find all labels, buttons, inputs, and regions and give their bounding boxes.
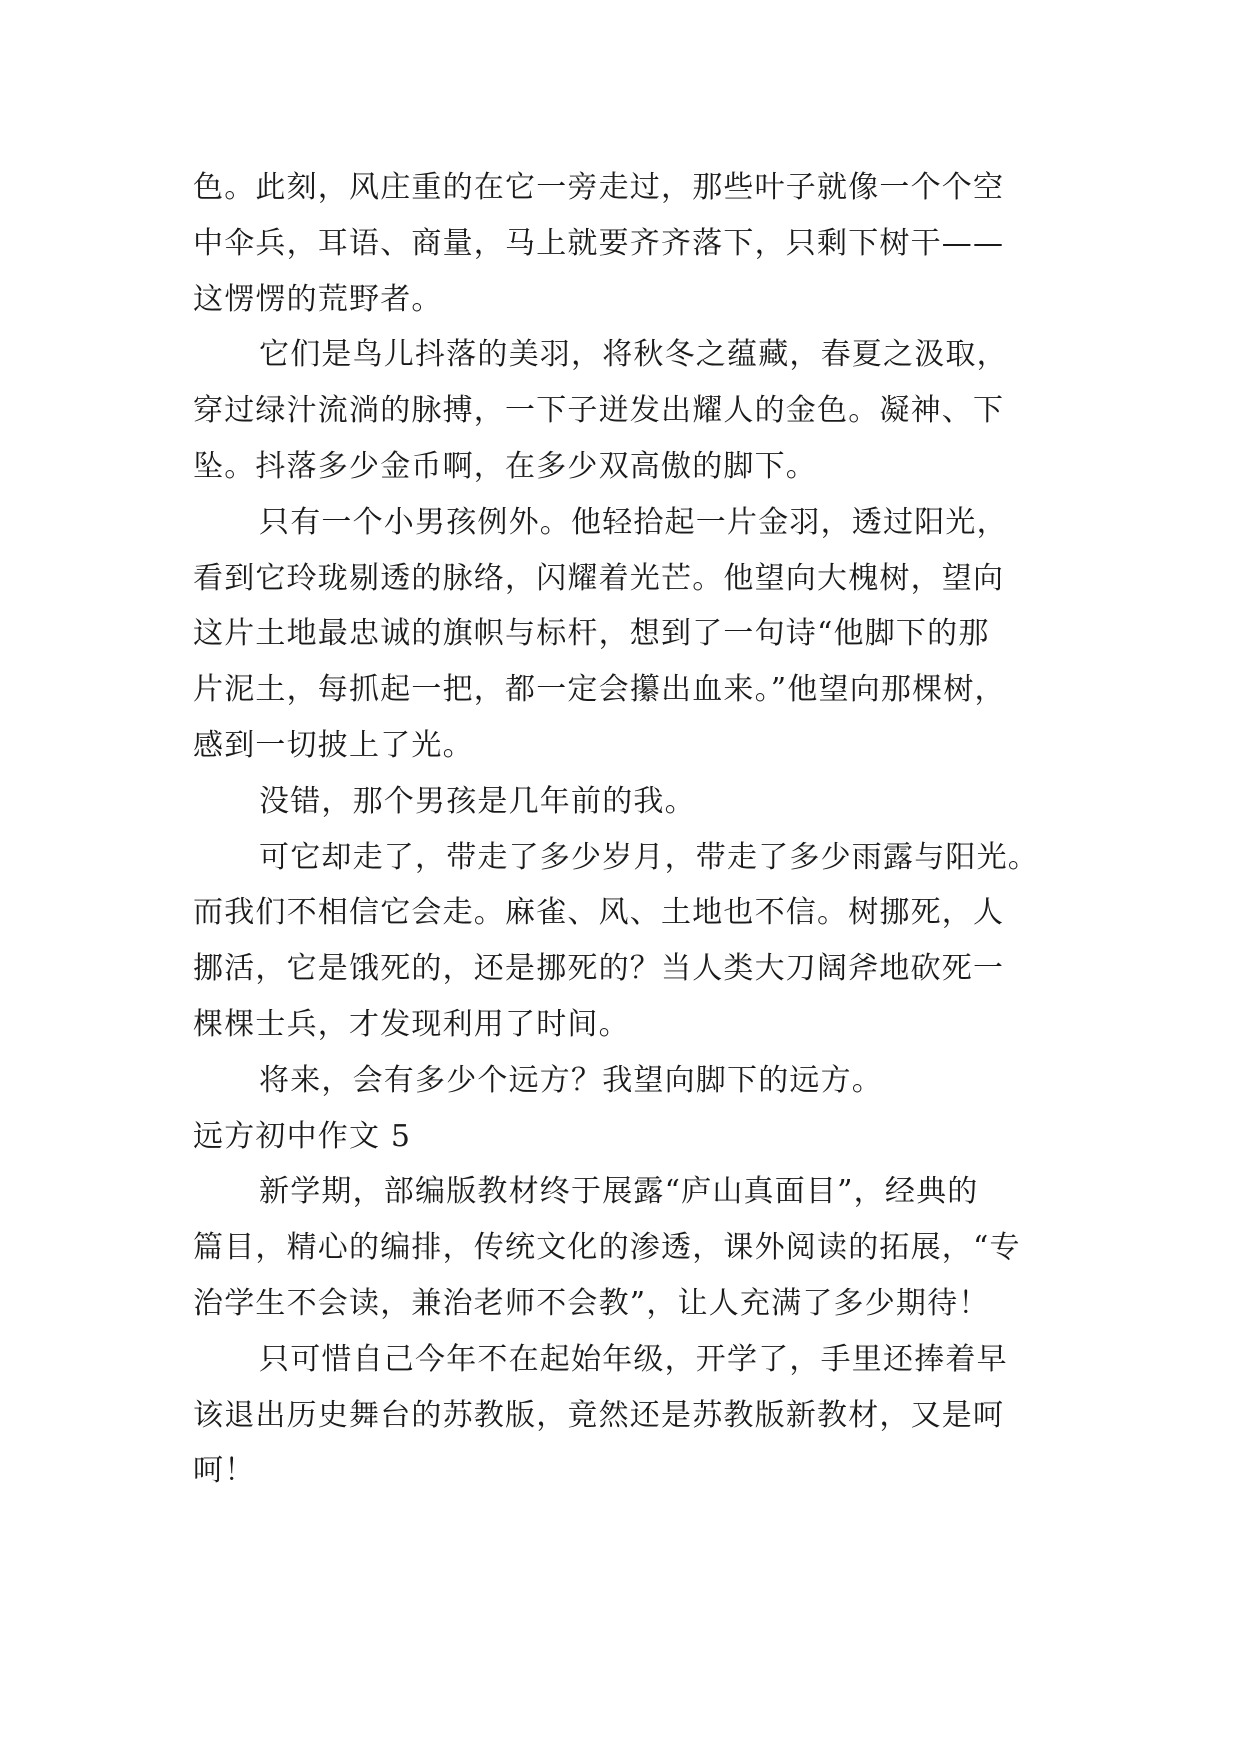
text-line: 色。此刻，风庄重的在它一旁走过，那些叶子就像一个个空: [193, 170, 1005, 205]
text-line: 将来，会有多少个远方？我望向脚下的远方。: [259, 1062, 883, 1098]
text-line: 感到一切披上了光。: [193, 727, 474, 763]
text-line: 中伞兵，耳语、商量，马上就要齐齐落下，只剩下树干——: [193, 225, 1005, 261]
text-line: 该退出历史舞台的苏教版，竟然还是苏教版新教材，又是呵: [193, 1397, 1005, 1433]
text-line: 只可惜自己今年不在起始年级，开学了，手里还捧着早: [259, 1341, 1008, 1377]
text-line: 治学生不会读，兼治老师不会教”，让人充满了多少期待！: [193, 1285, 990, 1321]
text-line: 这片土地最忠诚的旗帜与标杆，想到了一句诗“他脚下的那: [193, 616, 990, 652]
text-line: 坠。抖落多少金币啊，在多少双高傲的脚下。: [193, 448, 817, 484]
text-line: 看到它玲珑剔透的脉络，闪耀着光芒。他望向大槐树，望向: [193, 560, 1005, 596]
section-heading: 远方初中作文 5: [193, 1118, 412, 1154]
essay-body: [193, 160, 1073, 1499]
text-line: 穿过绿汁流淌的脉搏，一下子迸发出耀人的金色。凝神、下: [193, 393, 1005, 429]
text-line: 呵！: [193, 1453, 256, 1489]
text-line: 片泥土，每抓起一把，都一定会攥出血来。”他望向那棵树，: [193, 672, 1006, 708]
text-line: 只有一个小男孩例外。他轻拾起一片金羽，透过阳光，: [259, 504, 1008, 540]
text-line: 篇目，精心的编排，传统文化的渗透，课外阅读的拓展，“专: [193, 1230, 1021, 1266]
text-line: 没错，那个男孩是几年前的我。: [259, 783, 696, 819]
text-line: 可它却走了，带走了多少岁月，带走了多少雨露与阳光。: [259, 839, 1039, 875]
text-line: 棵棵士兵，才发现利用了时间。: [193, 1006, 630, 1042]
text-line: 它们是鸟儿抖落的美羽，将秋冬之蕴藏，春夏之汲取，: [259, 337, 1008, 373]
text-line: 新学期，部编版教材终于展露“庐山真面目”，经典的: [259, 1174, 979, 1210]
text-line: 挪活，它是饿死的，还是挪死的？当人类大刀阔斧地砍死一: [193, 951, 1005, 987]
text-line: 而我们不相信它会走。麻雀、风、土地也不信。树挪死，人: [193, 895, 1005, 931]
text-line: 这愣愣的荒野者。: [193, 281, 443, 317]
